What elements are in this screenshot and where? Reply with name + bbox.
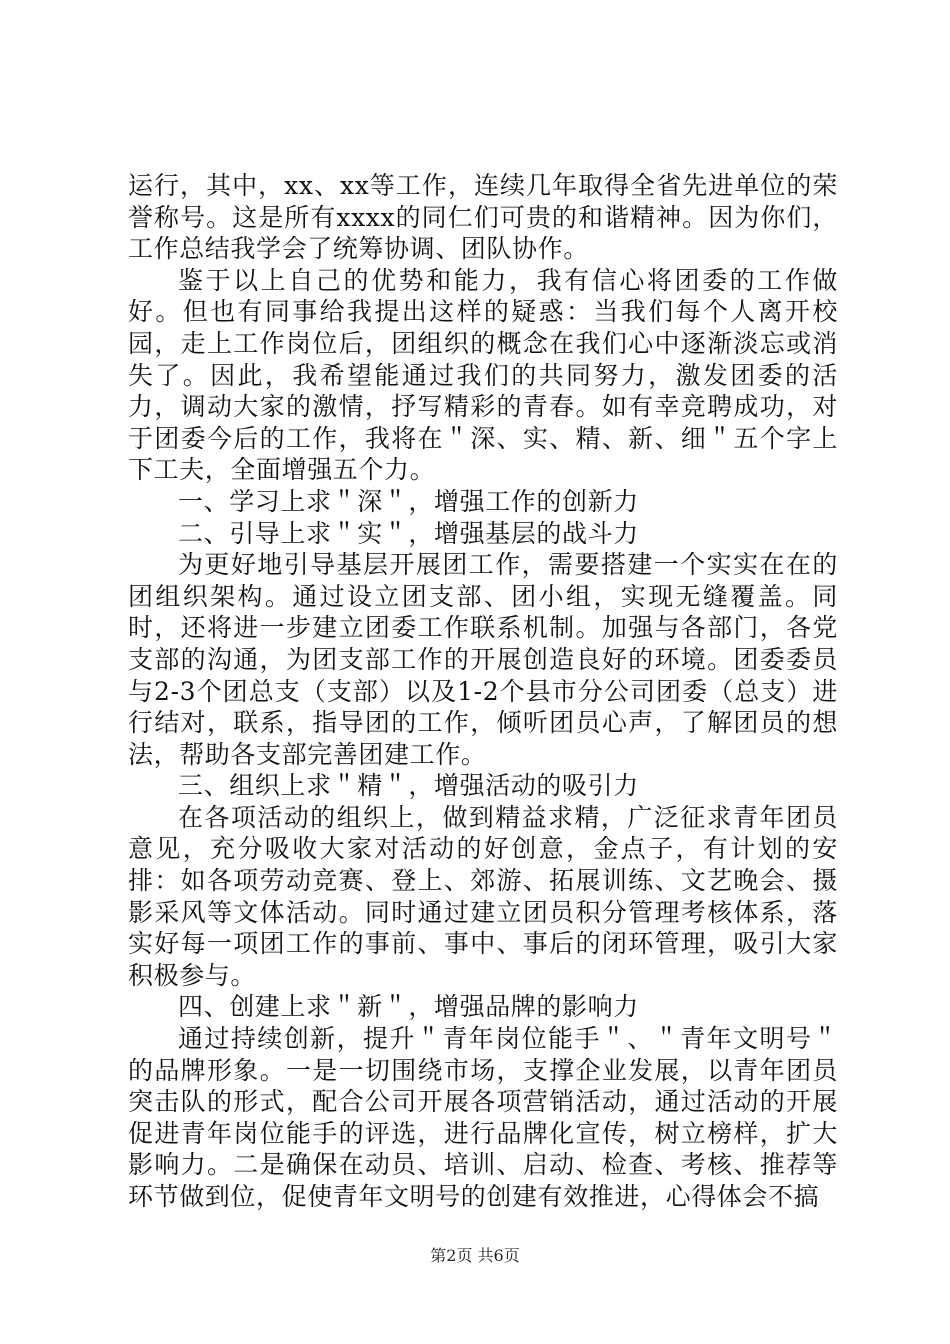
paragraph-qualifications: 鉴于以上自己的优势和能力，我有信心将团委的工作做好。但也有同事给我提出这样的疑惑：当我们每个人离开校园，走上工作岗位后，团组织的概念在我们心中逐渐淡忘或消失了。因此，我希望能通过我们的共同努力，激发团委的活力，调动大家的激情，抒写精彩的青春。如有幸竞聘成功，对于团委今后的工作，我将在＂深、实、精、新、细＂五个字上下工夫，全面增强五个力。 bbox=[128, 265, 838, 485]
paragraph-section-3: 在各项活动的组织上，做到精益求精，广泛征求青年团员意见，充分吸收大家对活动的好创意，金点子，有计划的安排：如各项劳动竞赛、登上、郊游、拓展训练、文艺晚会、摄影采风等文体活动。同时通过建立团员积分管理考核体系，落实好每一项团工作的事前、事中、事后的闭环管理，吸引大家积极参与。 bbox=[128, 802, 838, 990]
paragraph-continuation: 运行，其中，xx、xx等工作，连续几年取得全省先进单位的荣誉称号。这是所有xxxx的同仁们可贵的和谐精神。因为你们，工作总结我学会了统筹协调、团队协作。 bbox=[128, 171, 838, 264]
paragraph-section-4: 通过持续创新，提升＂青年岗位能手＂、＂青年文明号＂的品牌形象。一是一切围绕市场，支撑企业发展，以青年团员突击队的形式，配合公司开展各项营销活动，通过活动的开展促进青年岗位能手的评选，进行品牌化宣传，树立榜样，扩大影响力。二是确保在动员、培训、启动、检查、考核、推荐等环节做到位，促使青年文明号的创建有效推进，心得体会不搞 bbox=[128, 1024, 838, 1211]
document-body bbox=[128, 170, 838, 1213]
section-heading-2: 二、引导上求＂实＂，增强基层的战斗力 bbox=[178, 518, 639, 548]
paragraph-section-2: 为更好地引导基层开展团工作，需要搭建一个实实在在的团组织架构。通过设立团支部、团小组，实现无缝覆盖。同时，还将进一步建立团委工作联系机制。加强与各部门，各党支部的沟通，为团支部工作的开展创造良好的环境。团委委员与2-3个团总支（支部）以及1-2个县市分公司团委（总支）进行结对，联系，指导团的工作，倾听团员心声，了解团员的想法，帮助各支部完善团建工作。 bbox=[128, 550, 838, 769]
section-heading-4: 四、创建上求＂新＂，增强品牌的影响力 bbox=[178, 992, 639, 1022]
page-footer: 第2页 共6页 bbox=[430, 1246, 520, 1265]
section-heading-3: 三、组织上求＂精＂，增强活动的吸引力 bbox=[178, 771, 639, 801]
section-heading-1: 一、学习上求＂深＂，增强工作的创新力 bbox=[178, 486, 639, 516]
